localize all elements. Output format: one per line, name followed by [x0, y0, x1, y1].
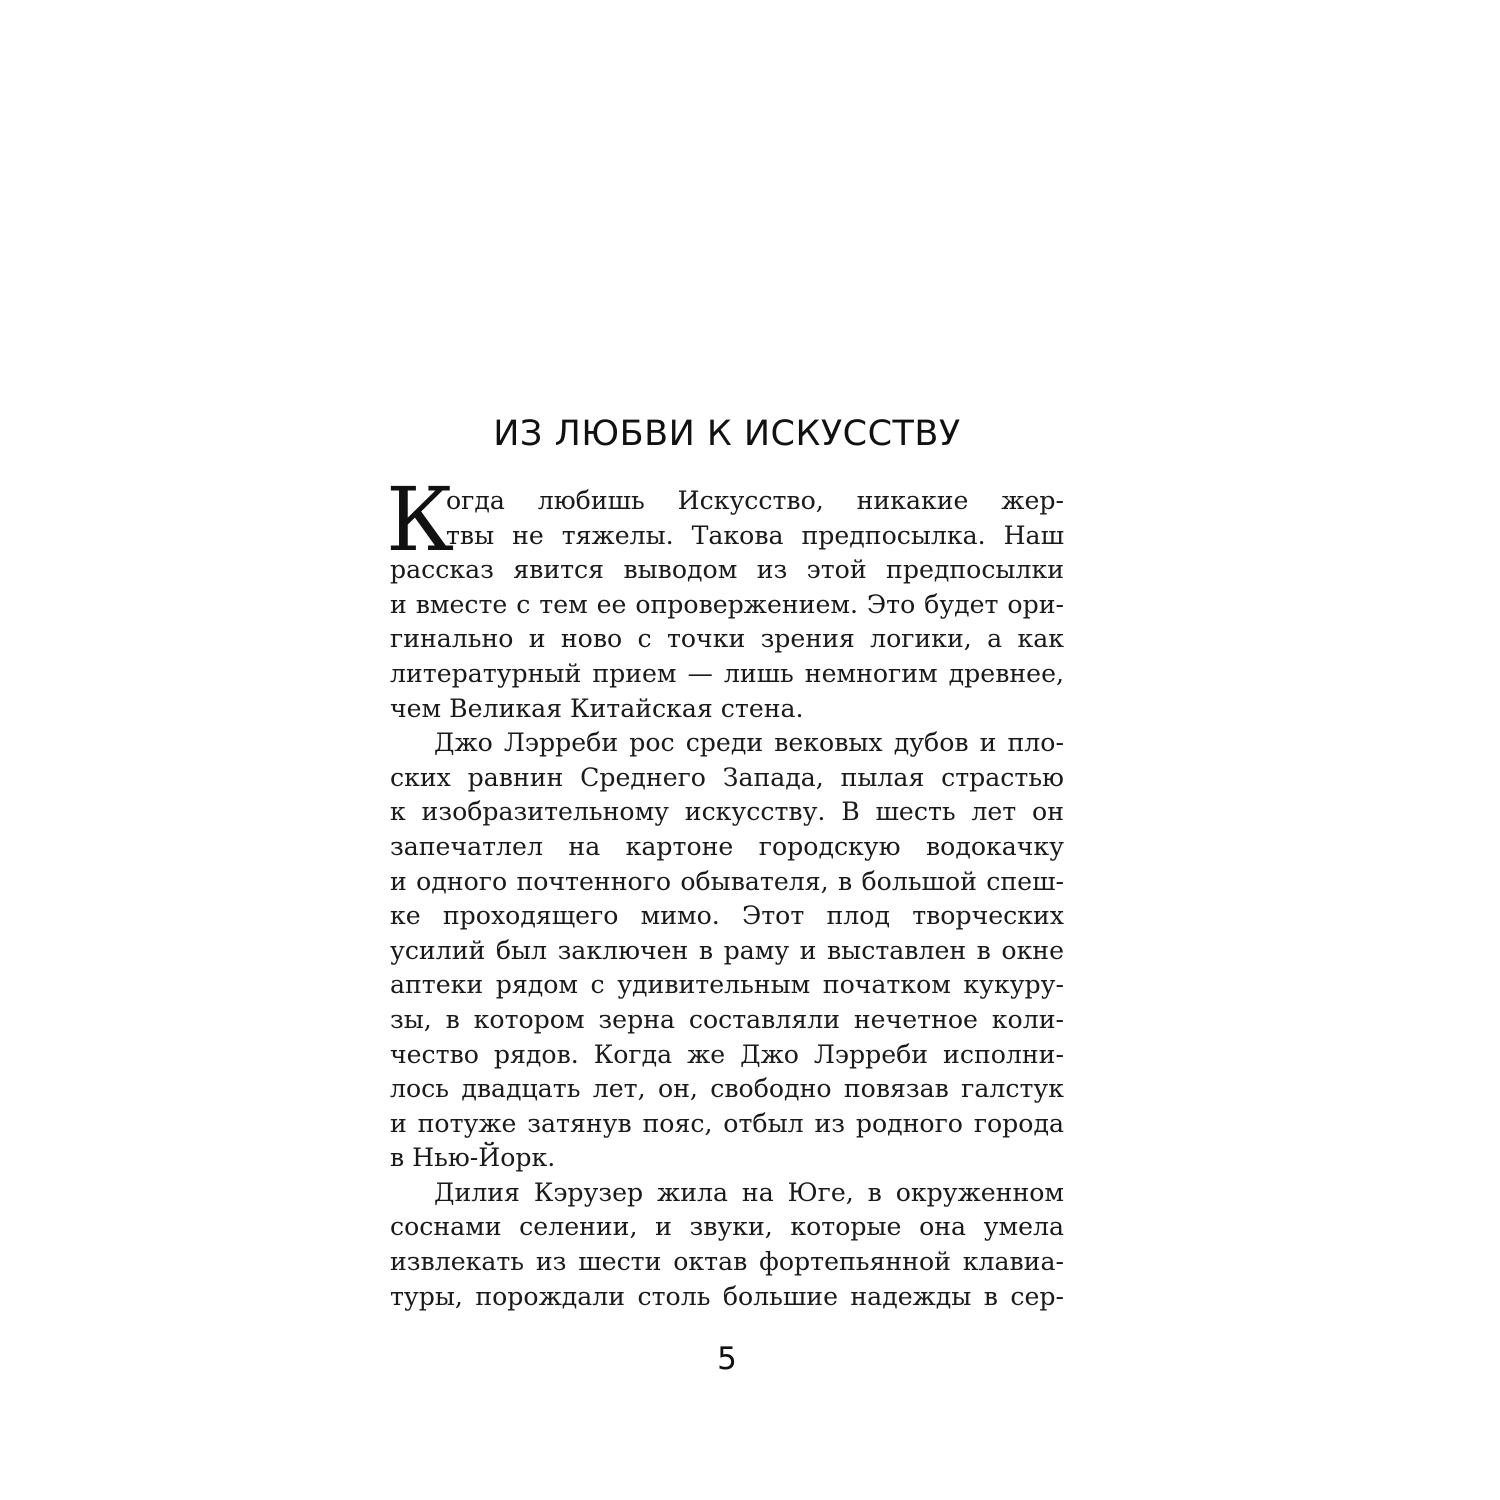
text-line: ских равнин Среднего Запада, пылая страстью — [390, 762, 1064, 792]
page-number: 5 — [717, 1341, 737, 1377]
text-line: чество рядов. Когда же Джо Лэрреби исполни- — [390, 1039, 1064, 1069]
text-line: чем Великая Китайская стена. — [390, 693, 804, 723]
text-line: туры, порождали столь большие надежды в сер- — [390, 1281, 1064, 1311]
text-line: в Нью-Йорк. — [390, 1143, 556, 1173]
text-line: соснами селении, и звуки, которые она умела — [390, 1212, 1064, 1242]
text-line: запечатлел на картоне городскую водокачку — [390, 831, 1064, 861]
body-text — [386, 468, 1064, 1314]
text-line: ке проходящего мимо. Этот плод творческих — [390, 901, 1064, 931]
text-line: литературный прием — лишь немногим древнее, — [390, 658, 1064, 688]
text-line: и вместе с тем ее опровержением. Это будет ори- — [390, 589, 1064, 619]
text-line: аптеки рядом с удивительным початком кукуру- — [390, 970, 1064, 1000]
text-line: твы не тяжелы. Такова предпосылка. Наш — [446, 520, 1064, 550]
text-line: гинально и ново с точки зрения логики, а как — [390, 624, 1064, 654]
text-line: и одного почтенного обывателя, в большой спеш- — [390, 866, 1064, 896]
text-line: Дилия Кэрузер жила на Юге, в окруженном — [434, 1177, 1064, 1207]
text-line: и потуже затянув пояс, отбыл из родного города — [390, 1108, 1064, 1138]
text-line: зы, в котором зерна составляли нечетное коли- — [390, 1004, 1064, 1034]
drop-cap: К — [386, 468, 455, 571]
text-line: лось двадцать лет, он, свободно повязав галстук — [390, 1074, 1064, 1104]
text-line: извлекать из шести октав фортепьянной клавиа- — [390, 1247, 1064, 1277]
text-line: Джо Лэрреби рос среди вековых дубов и пло- — [434, 728, 1064, 758]
text-line: огда любишь Искусство, никакие жер- — [446, 486, 1064, 515]
chapter-title: ИЗ ЛЮБВИ К ИСКУССТВУ — [493, 414, 961, 454]
text-line: усилий был заключен в раму и выставлен в окне — [390, 935, 1064, 965]
text-line: к изобразительному искусству. В шесть лет он — [390, 797, 1064, 827]
text-line: рассказ явится выводом из этой предпосылки — [390, 555, 1064, 585]
